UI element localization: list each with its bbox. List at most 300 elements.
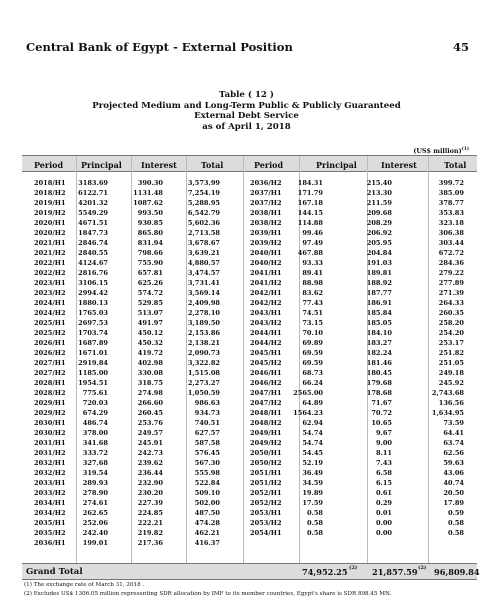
table-row: [22, 199, 477, 209]
period-cell: 2032/H2: [34, 469, 66, 477]
interest-cell: 180.45: [366, 369, 392, 377]
principal-cell: 83.62: [302, 289, 323, 297]
principal-cell: 74.51: [302, 309, 323, 317]
total-cell: 306.38: [438, 229, 464, 237]
total-cell: 0.58: [447, 529, 464, 537]
total-cell: 587.58: [194, 439, 220, 447]
principal-cell: 69.89: [302, 339, 323, 347]
table-row: [22, 239, 477, 249]
total-cell: 253.17: [438, 339, 464, 347]
table-row: [22, 359, 477, 369]
period-cell: 2034/H1: [34, 499, 66, 507]
interest-cell: 266.60: [137, 399, 163, 407]
period-cell: 2021/H2: [34, 249, 66, 257]
total-cell: 245.92: [438, 379, 464, 387]
principal-cell: 720.03: [82, 399, 108, 407]
interest-cell: 9.67: [375, 429, 392, 437]
col-total-left: Total: [201, 160, 224, 170]
total-cell: 522.84: [194, 479, 220, 487]
total-cell: 2,138.21: [187, 339, 220, 347]
table-row: [22, 299, 477, 309]
principal-cell: 17.59: [302, 499, 323, 507]
period-cell: 2039/H1: [250, 229, 282, 237]
table-row: [22, 419, 477, 429]
total-cell: 3,189.50: [187, 319, 220, 327]
principal-cell: 73.15: [302, 319, 323, 327]
period-cell: 2035/H1: [34, 519, 66, 527]
interest-cell: 185.05: [366, 319, 392, 327]
period-cell: 2030/H2: [34, 429, 66, 437]
interest-cell: 491.97: [137, 319, 163, 327]
interest-cell: 574.72: [137, 289, 163, 297]
period-cell: 2023/H2: [34, 289, 66, 297]
period-cell: 2045/H2: [250, 359, 282, 367]
period-cell: 2029/H1: [34, 399, 66, 407]
total-cell: 279.22: [438, 269, 464, 277]
total-cell: 3,731.41: [187, 279, 220, 287]
total-cell: 934.73: [194, 409, 220, 417]
interest-cell: 8.11: [375, 449, 392, 457]
principal-cell: 66.24: [302, 379, 323, 387]
period-cell: 2026/H1: [34, 339, 66, 347]
total-cell: 555.98: [194, 469, 220, 477]
interest-cell: 402.98: [137, 359, 163, 367]
principal-cell: 262.65: [82, 509, 108, 517]
total-cell: 271.39: [438, 289, 464, 297]
principal-cell: 1954.51: [78, 379, 108, 387]
table-row: [22, 269, 477, 279]
interest-cell: 6.15: [375, 479, 392, 487]
principal-cell: 97.49: [302, 239, 323, 247]
principal-cell: 52.19: [302, 459, 323, 467]
principal-cell: 2565.00: [293, 389, 323, 397]
interest-cell: 260.45: [137, 409, 163, 417]
period-cell: 2042/H2: [250, 299, 282, 307]
total-cell: 474.28: [194, 519, 220, 527]
period-cell: 2027/H1: [34, 359, 66, 367]
principal-cell: 1847.73: [78, 229, 108, 237]
principal-cell: 1687.89: [78, 339, 108, 347]
interest-cell: 179.68: [366, 379, 392, 387]
col-period-left: Period: [34, 160, 64, 170]
interest-cell: 205.95: [366, 239, 392, 247]
period-cell: 2022/H2: [34, 269, 66, 277]
principal-cell: 69.59: [302, 349, 323, 357]
principal-cell: 144.15: [297, 209, 323, 217]
principal-cell: 93.33: [302, 259, 323, 267]
principal-cell: 486.74: [82, 419, 108, 427]
principal-cell: 64.89: [302, 399, 323, 407]
period-cell: 2050/H1: [250, 449, 282, 457]
debt-service-table-body: [22, 179, 477, 549]
principal-cell: 171.79: [297, 189, 323, 197]
principal-cell: 327.68: [82, 459, 108, 467]
interest-cell: 204.84: [366, 249, 392, 257]
interest-cell: 209.68: [366, 209, 392, 217]
total-cell: 43.06: [443, 469, 464, 477]
principal-cell: 54.45: [302, 449, 323, 457]
col-principal-right: Principal: [316, 160, 357, 170]
interest-cell: 0.00: [375, 519, 392, 527]
interest-cell: 755.90: [137, 259, 163, 267]
interest-cell: 219.82: [137, 529, 163, 537]
interest-cell: 625.26: [137, 279, 163, 287]
header-top-rule: [22, 155, 477, 156]
interest-cell: 208.29: [366, 219, 392, 227]
table-row: [22, 479, 477, 489]
period-cell: 2035/H2: [34, 529, 66, 537]
table-row: [22, 339, 477, 349]
interest-cell: 0.00: [375, 529, 392, 537]
period-cell: 2033/H1: [34, 479, 66, 487]
principal-cell: 4671.51: [78, 219, 108, 227]
principal-cell: 2697.53: [78, 319, 108, 327]
principal-cell: 467.88: [297, 249, 323, 257]
total-cell: 2,409.98: [187, 299, 220, 307]
interest-cell: 529.85: [137, 299, 163, 307]
table-title-line: External Debt Service: [194, 111, 299, 122]
table-row: [22, 289, 477, 299]
total-cell: 3,573.99: [187, 179, 220, 187]
header-bottom-rule: [22, 171, 477, 172]
grand-total-principal: 74,952.25: [302, 567, 348, 577]
period-cell: 2045/H1: [250, 349, 282, 357]
principal-cell: 2994.42: [78, 289, 108, 297]
total-cell: 303.44: [438, 239, 464, 247]
period-cell: 2052/H1: [250, 489, 282, 497]
principal-cell: 3106.15: [78, 279, 108, 287]
table-row: [22, 529, 477, 539]
principal-cell: 89.41: [302, 269, 323, 277]
period-cell: 2038/H1: [250, 209, 282, 217]
interest-cell: 513.07: [137, 309, 163, 317]
total-cell: 1,515.08: [187, 369, 220, 377]
total-cell: 399.72: [438, 179, 464, 187]
total-cell: 20.50: [443, 489, 464, 497]
principal-cell: 199.01: [82, 539, 108, 547]
period-cell: 2048/H2: [250, 419, 282, 427]
footnote: (2) Excludes US$ 1306.05 million representing SDR allocation by IMF to its member countries, Egypt's share is SDR 898.45 MN.: [24, 591, 392, 597]
period-cell: 2019/H2: [34, 209, 66, 217]
period-cell: 2026/H2: [34, 349, 66, 357]
table-row: [22, 249, 477, 259]
principal-cell: 114.88: [297, 219, 323, 227]
total-cell: 3,569.14: [187, 289, 220, 297]
period-cell: 2052/H2: [250, 499, 282, 507]
table-row: [22, 539, 477, 549]
table-title-block: [0, 90, 493, 132]
principal-cell: 1703.74: [78, 329, 108, 337]
total-cell: 509.10: [194, 489, 220, 497]
interest-cell: 9.00: [375, 439, 392, 447]
period-cell: 2041/H1: [250, 269, 282, 277]
interest-cell: 0.61: [375, 489, 392, 497]
interest-cell: 930.85: [137, 219, 163, 227]
principal-cell: 1880.13: [78, 299, 108, 307]
period-cell: 2053/H2: [250, 519, 282, 527]
principal-cell: 0.58: [306, 509, 323, 517]
interest-cell: 450.12: [137, 329, 163, 337]
table-row: [22, 369, 477, 379]
principal-cell: 34.59: [302, 479, 323, 487]
total-cell: 63.74: [443, 439, 464, 447]
interest-cell: 1131.48: [133, 189, 163, 197]
period-cell: 2033/H2: [34, 489, 66, 497]
table-row: [22, 389, 477, 399]
principal-cell: 54.74: [302, 429, 323, 437]
interest-cell: 206.92: [366, 229, 392, 237]
principal-cell: 1671.01: [78, 349, 108, 357]
table-row: [22, 439, 477, 449]
total-cell: 2,278.10: [187, 309, 220, 317]
interest-cell: 0.29: [375, 499, 392, 507]
col-total-right: Total: [444, 160, 467, 170]
interest-cell: 183.27: [366, 339, 392, 347]
table-row: [22, 459, 477, 469]
principal-cell: 54.74: [302, 439, 323, 447]
total-cell: 3,474.57: [187, 269, 220, 277]
period-cell: 2039/H2: [250, 239, 282, 247]
principal-cell: 674.29: [82, 409, 108, 417]
interest-cell: 0.01: [375, 509, 392, 517]
principal-cell: 1185.00: [78, 369, 108, 377]
period-cell: 2024/H2: [34, 309, 66, 317]
grand-total-interest-note: (2): [418, 565, 427, 571]
principal-cell: 319.54: [82, 469, 108, 477]
period-cell: 2025/H1: [34, 319, 66, 327]
interest-cell: 178.68: [366, 389, 392, 397]
period-cell: 2049/H2: [250, 439, 282, 447]
total-cell: 2,273.27: [187, 379, 220, 387]
interest-cell: 419.72: [137, 349, 163, 357]
table-row: [22, 259, 477, 269]
total-cell: 3,322.82: [187, 359, 220, 367]
principal-cell: 775.61: [82, 389, 108, 397]
total-cell: 59.63: [443, 459, 464, 467]
interest-cell: 242.73: [137, 449, 163, 457]
total-cell: 1,634.95: [431, 409, 464, 417]
total-cell: 627.57: [194, 429, 220, 437]
total-cell: 385.09: [438, 189, 464, 197]
units-footnote-mark: (1): [461, 147, 469, 152]
principal-cell: 378.00: [82, 429, 108, 437]
total-cell: 2,090.73: [187, 349, 220, 357]
period-cell: 2019/H1: [34, 199, 66, 207]
period-cell: 2050/H2: [250, 459, 282, 467]
period-cell: 2031/H1: [34, 439, 66, 447]
total-cell: 567.30: [194, 459, 220, 467]
table-row: [22, 509, 477, 519]
total-cell: 136.56: [438, 399, 464, 407]
table-row: [22, 309, 477, 319]
total-cell: 353.83: [438, 209, 464, 217]
total-cell: 416.37: [194, 539, 220, 547]
table-row: [22, 349, 477, 359]
interest-cell: 239.62: [137, 459, 163, 467]
interest-cell: 185.84: [366, 309, 392, 317]
period-cell: 2018/H1: [34, 179, 66, 187]
total-cell: 249.18: [438, 369, 464, 377]
interest-cell: 181.46: [366, 359, 392, 367]
principal-cell: 36.49: [302, 469, 323, 477]
total-cell: 260.35: [438, 309, 464, 317]
grand-total-total: 96,809.84: [434, 567, 480, 577]
table-date: as of April 1, 2018: [202, 121, 291, 132]
principal-cell: 1564.23: [293, 409, 323, 417]
interest-cell: 253.76: [137, 419, 163, 427]
interest-cell: 6.58: [375, 469, 392, 477]
interest-cell: 227.39: [137, 499, 163, 507]
principal-cell: 289.93: [82, 479, 108, 487]
interest-cell: 10.65: [371, 419, 392, 427]
period-cell: 2029/H2: [34, 409, 66, 417]
interest-cell: 211.59: [366, 199, 392, 207]
principal-cell: 0.58: [306, 529, 323, 537]
interest-cell: 274.98: [137, 389, 163, 397]
table-row: [22, 409, 477, 419]
grand-total-label: Grand Total: [26, 567, 83, 577]
principal-cell: 2840.55: [78, 249, 108, 257]
period-cell: 2021/H1: [34, 239, 66, 247]
principal-cell: 242.40: [82, 529, 108, 537]
interest-cell: 236.44: [137, 469, 163, 477]
total-cell: 251.82: [438, 349, 464, 357]
grand-total-principal-note: (2): [349, 565, 358, 571]
interest-cell: 657.81: [137, 269, 163, 277]
principal-cell: 0.58: [306, 519, 323, 527]
period-cell: 2040/H1: [250, 249, 282, 257]
total-cell: 378.77: [438, 199, 464, 207]
table-row: [22, 319, 477, 329]
principal-cell: 1765.03: [78, 309, 108, 317]
interest-cell: 831.94: [137, 239, 163, 247]
table-row: [22, 219, 477, 229]
principal-cell: 341.68: [82, 439, 108, 447]
interest-cell: 184.10: [366, 329, 392, 337]
period-cell: 2054/H1: [250, 529, 282, 537]
principal-cell: 2919.84: [78, 359, 108, 367]
table-row: [22, 399, 477, 409]
period-cell: 2044/H1: [250, 329, 282, 337]
total-cell: 64.41: [443, 429, 464, 437]
total-cell: 740.51: [194, 419, 220, 427]
period-cell: 2047/H2: [250, 399, 282, 407]
table-row: [22, 429, 477, 439]
principal-cell: 167.18: [297, 199, 323, 207]
grand-total-interest: 21,857.59: [372, 567, 418, 577]
total-cell: 1,050.59: [187, 389, 220, 397]
interest-cell: 213.30: [366, 189, 392, 197]
period-cell: 2046/H1: [250, 369, 282, 377]
principal-cell: 252.06: [82, 519, 108, 527]
total-cell: 277.89: [438, 279, 464, 287]
table-title-line: Projected Medium and Long-Term Public & Publicly Guaranteed: [92, 100, 401, 111]
principal-cell: 19.89: [302, 489, 323, 497]
principal-cell: 4201.32: [78, 199, 108, 207]
principal-cell: 88.98: [302, 279, 323, 287]
principal-cell: 5549.29: [78, 209, 108, 217]
period-cell: 2044/H2: [250, 339, 282, 347]
period-cell: 2022/H1: [34, 259, 66, 267]
col-principal-left: Principal: [81, 160, 122, 170]
period-cell: 2041/H2: [250, 279, 282, 287]
units-label: [413, 147, 469, 155]
interest-cell: 224.85: [137, 509, 163, 517]
table-row: [22, 449, 477, 459]
period-cell: 2046/H2: [250, 379, 282, 387]
total-cell: 6,542.79: [187, 209, 220, 217]
total-cell: 5,602.36: [187, 219, 220, 227]
units-text: (US$ million): [413, 147, 462, 156]
principal-cell: 278.90: [82, 489, 108, 497]
interest-cell: 450.32: [137, 339, 163, 347]
interest-cell: 70.72: [371, 409, 392, 417]
period-cell: 2018/H2: [34, 189, 66, 197]
total-cell: 7,254.19: [187, 189, 220, 197]
interest-cell: 390.30: [137, 179, 163, 187]
period-cell: 2030/H1: [34, 419, 66, 427]
period-cell: 2051/H2: [250, 479, 282, 487]
interest-cell: 249.57: [137, 429, 163, 437]
total-cell: 5,288.95: [187, 199, 220, 207]
total-cell: 258.20: [438, 319, 464, 327]
period-cell: 2043/H1: [250, 309, 282, 317]
interest-cell: 189.81: [366, 269, 392, 277]
period-cell: 2053/H1: [250, 509, 282, 517]
principal-cell: 2816.76: [78, 269, 108, 277]
table-row: [22, 229, 477, 239]
interest-cell: 182.24: [366, 349, 392, 357]
table-row: [22, 519, 477, 529]
period-cell: 2028/H1: [34, 379, 66, 387]
table-row: [22, 189, 477, 199]
page-number: 45: [452, 40, 469, 54]
total-cell: 323.18: [438, 219, 464, 227]
interest-cell: 318.75: [137, 379, 163, 387]
period-cell: 2040/H2: [250, 259, 282, 267]
total-cell: 284.36: [438, 259, 464, 267]
period-cell: 2034/H2: [34, 509, 66, 517]
total-cell: 3,639.21: [187, 249, 220, 257]
table-row: [22, 499, 477, 509]
principal-cell: 77.43: [302, 299, 323, 307]
table-row: [22, 179, 477, 189]
period-cell: 2051/H1: [250, 469, 282, 477]
interest-cell: 232.90: [137, 479, 163, 487]
interest-cell: 245.91: [137, 439, 163, 447]
principal-cell: 3183.69: [78, 179, 108, 187]
interest-cell: 993.50: [137, 209, 163, 217]
interest-cell: 1087.62: [133, 199, 163, 207]
period-cell: 2028/H2: [34, 389, 66, 397]
table-row: [22, 329, 477, 339]
period-cell: 2020/H1: [34, 219, 66, 227]
footnote: (1) The exchange rate of March 31, 2018 .: [24, 582, 145, 588]
total-cell: 2,743.68: [431, 389, 464, 397]
interest-cell: 186.91: [366, 299, 392, 307]
total-cell: 462.21: [194, 529, 220, 537]
principal-cell: 62.94: [302, 419, 323, 427]
total-cell: 2,713.58: [187, 229, 220, 237]
interest-cell: 330.08: [137, 369, 163, 377]
total-cell: 502.00: [194, 499, 220, 507]
principal-cell: 333.72: [82, 449, 108, 457]
table-row: [22, 469, 477, 479]
principal-cell: 99.46: [302, 229, 323, 237]
total-cell: 0.59: [447, 509, 464, 517]
period-cell: 2024/H1: [34, 299, 66, 307]
total-cell: 2,153.86: [187, 329, 220, 337]
